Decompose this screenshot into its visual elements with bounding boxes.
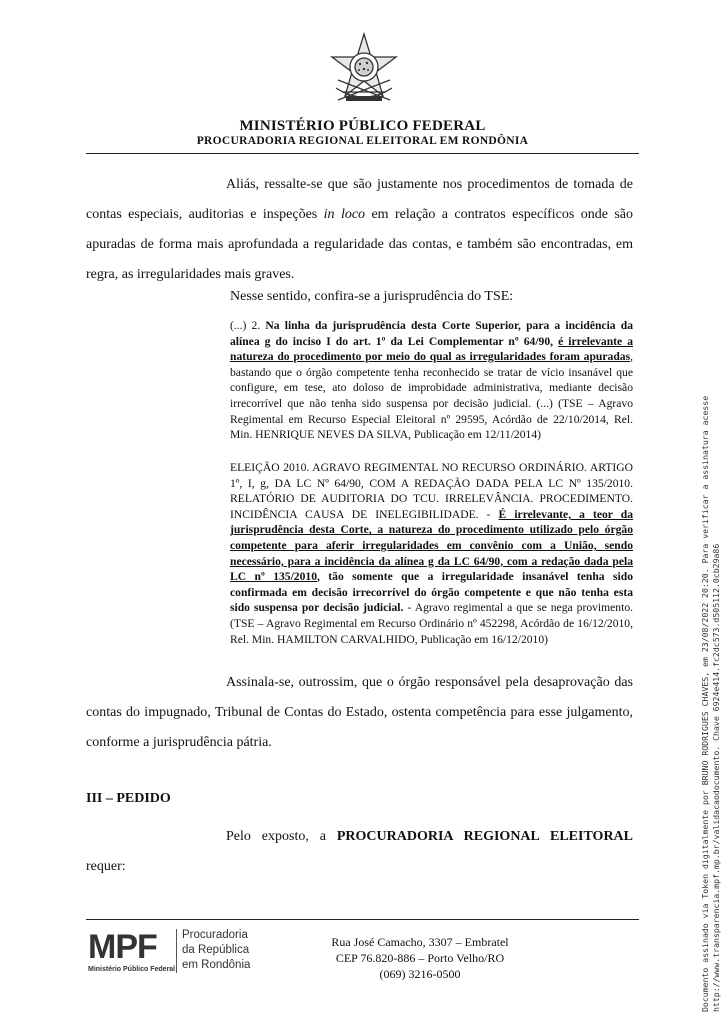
section-heading: III – PEDIDO (86, 791, 171, 806)
header-divider (86, 153, 639, 154)
citation-1: (...) 2. Na linha da jurisprudência desta Corte Superior, para a incidência da alínea g do inciso I do art. 1º da Lei Complementar nº 64/90, é irrelevante a natureza do procedimento por meio do qual as irregularidades foram apuradas, bastando que o órgão competente tenha reconhecido se tratar de vício insanável que configure, em tese, ato doloso de improbidade administrativa, mediante decisão irrecorrível que não tenha sido suspensa por decisão judicial. (...) (TSE – Agravo Regimental em Recurso Especial Eleitoral nº 29595, Acórdão de 22/10/2014, Rel. Min. HENRIQUE NEVES DA SILVA, Publicação em 12/11/2014) (230, 319, 633, 442)
footer-divider (86, 919, 639, 920)
org-line: em Rondônia (182, 959, 251, 971)
page-subtitle: PROCURADORIA REGIONAL ELEITORAL EM RONDÔNIA (196, 135, 529, 147)
paragraph-2: Nesse sentido, confira-se a jurisprudência do TSE: (230, 289, 514, 304)
brazil-coat-of-arms-icon (324, 30, 404, 110)
paragraph-3: Assinala-se, outrossim, que o órgão responsável pela desaprovação das contas do impugnado, Tribunal de Contas do Estado, ostenta competência para esse julgamento, conforme a jurisprudência pátria. (86, 675, 633, 750)
stamp-line-1: Documento assinado via Token digitalmente por BRUNO RODRIGUES CHAVES, em 23/08/2022 20:20. Para verificar a assinatura acesse (700, 395, 710, 1012)
paragraph-1: Aliás, ressalte-se que são justamente nos procedimentos de tomada de contas especiais, auditorias e inspeções in loco em relação a contratos específicos onde são apuradas de forma mais aprofundada a regularidade das contas, e também são encontradas, em regra, as irregularidades mais graves. (86, 177, 633, 282)
stamp-line-2: http://www.transparencia.mpf.mp.br/validacaodocumento. Chave 6924e414.fc2dc573.d505112.0cb29a86 (711, 543, 721, 1012)
org-line: da República (182, 944, 250, 956)
address-line: CEP 76.820-886 – Porto Velho/RO (335, 951, 505, 965)
signature-stamp (700, 396, 722, 1012)
mpf-logo: MPF (88, 928, 157, 966)
address-line: (069) 3216-0500 (379, 967, 461, 981)
org-name (182, 928, 250, 973)
page-title: MINISTÉRIO PÚBLICO FEDERAL (239, 118, 486, 134)
address-line: Rua José Camacho, 3307 – Embratel (331, 935, 509, 949)
logo-divider (176, 929, 177, 973)
org-line: Procuradoria (182, 929, 248, 941)
paragraph-4: Pelo exposto, a PROCURADORIA REGIONAL ELEITORAL requer: (86, 829, 633, 874)
citation-2: ELEIÇÃO 2010. AGRAVO REGIMENTAL NO RECURSO ORDINÁRIO. ARTIGO 1º, I, g, DA LC Nº 64/90, COM A REDAÇÃO DADA PELA LC Nº 135/2010. RELATÓRIO DE AUDITORIA DO TCU. IRRELEVÂNCIA. PROCEDIMENTO. INCIDÊNCIA CAUSA DE INELEGIBILIDADE. - É irrelevante, a teor da jurisprudência desta Corte, a natureza do procedimento utilizado pelo órgão competente para aferir irregularidades em convênio com a União, sendo necessário, para a incidência da alínea g da LC 64/90, com a redação dada pela LC nº 135/2010, tão somente que a irregularidade insanável tenha sido confirmada em decisão irrecorrível do órgão competente e que não tenha esta sido suspensa por decisão judicial. - Agravo regimental a que se nega provimento. (TSE – Agravo Regimental em Recurso Ordinário nº 452298, Acórdão de 16/12/2010, Rel. Min. HAMILTON CARVALHIDO, Publicação em 16/12/2010) (230, 461, 634, 646)
mpf-logo-subtitle: Ministério Público Federal (88, 966, 176, 973)
footer-address (300, 934, 540, 982)
